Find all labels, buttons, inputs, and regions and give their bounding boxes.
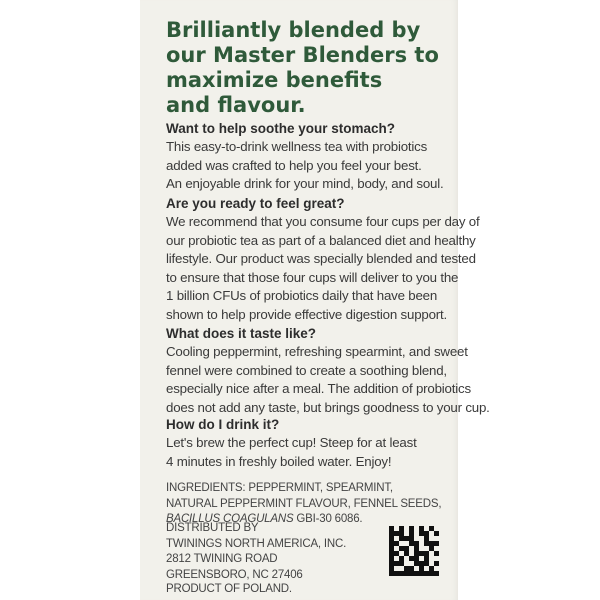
distributor-line: GREENSBORO, NC 27406 — [166, 568, 303, 581]
headline-line: maximize benefits — [166, 68, 383, 92]
answer-line: especially nice after a meal. The addition of probiotics — [166, 381, 471, 397]
answer-line: An enjoyable drink for your mind, body, and soul. — [166, 176, 444, 192]
answer-line: to ensure that those four cups will deliver to you the — [166, 269, 459, 285]
answer-line: We recommend that you consume four cups per day of — [166, 214, 480, 229]
ingredients-line: INGREDIENTS: PEPPERMINT, SPEARMINT, — [166, 482, 393, 494]
section-taste — [166, 325, 490, 417]
answer-line: fennel were combined to create a soothing blend, — [166, 362, 447, 378]
answer-line: added was crafted to help you feel your best. — [166, 157, 422, 173]
distributor-line: 2812 TWINING ROAD — [166, 553, 278, 566]
answer-line: 1 billion CFUs of probiotics daily that have been — [166, 288, 438, 304]
section-question: Want to help soothe your stomach? — [166, 121, 396, 136]
section-answer — [166, 343, 490, 417]
ingredients-line: NATURAL PEPPERMINT FLAVOUR, FENNEL SEEDS, — [166, 497, 442, 510]
section-question: Are you ready to feel great? — [166, 196, 345, 211]
answer-line: does not add any taste, but brings goodness to your cup. — [166, 399, 490, 415]
probiotic-name: BACILLUS COAGULANS — [166, 513, 294, 526]
headline — [166, 18, 446, 118]
section-question: What does it taste like? — [166, 326, 317, 341]
probiotic-strain: GBI-30 6086. — [293, 513, 363, 526]
answer-line: 4 minutes in freshly boiled water. Enjoy! — [166, 453, 392, 469]
answer-line: Cooling peppermint, refreshing spearmint, and sweet — [166, 344, 468, 359]
distributor-line: DISTRIBUTED BY — [166, 522, 259, 534]
datamatrix-code-icon — [389, 526, 439, 576]
headline-line: and flavour. — [166, 93, 306, 117]
section-drink — [166, 416, 456, 471]
headline-line: Brilliantly blended by — [166, 18, 421, 42]
product-origin: PRODUCT OF POLAND. — [166, 583, 292, 595]
distributor-line: TWININGS NORTH AMERICA, INC. — [166, 537, 347, 550]
answer-line: Let's brew the perfect cup! Steep for at least — [166, 435, 417, 450]
answer-line: our probiotic tea as part of a balanced diet and healthy — [166, 232, 476, 248]
answer-line: lifestyle. Our product was specially blended and tested — [166, 251, 476, 267]
section-soothe — [166, 120, 456, 194]
answer-line: This easy-to-drink wellness tea with probiotics — [166, 139, 428, 154]
section-question: How do I drink it? — [166, 417, 280, 432]
distributor-address — [166, 521, 346, 583]
section-answer — [166, 213, 480, 325]
answer-line: shown to help provide effective digestion support. — [166, 306, 447, 322]
section-feel-great — [166, 195, 480, 325]
section-answer — [166, 138, 456, 194]
headline-line: our Master Blenders to — [166, 43, 439, 67]
section-answer — [166, 434, 456, 471]
